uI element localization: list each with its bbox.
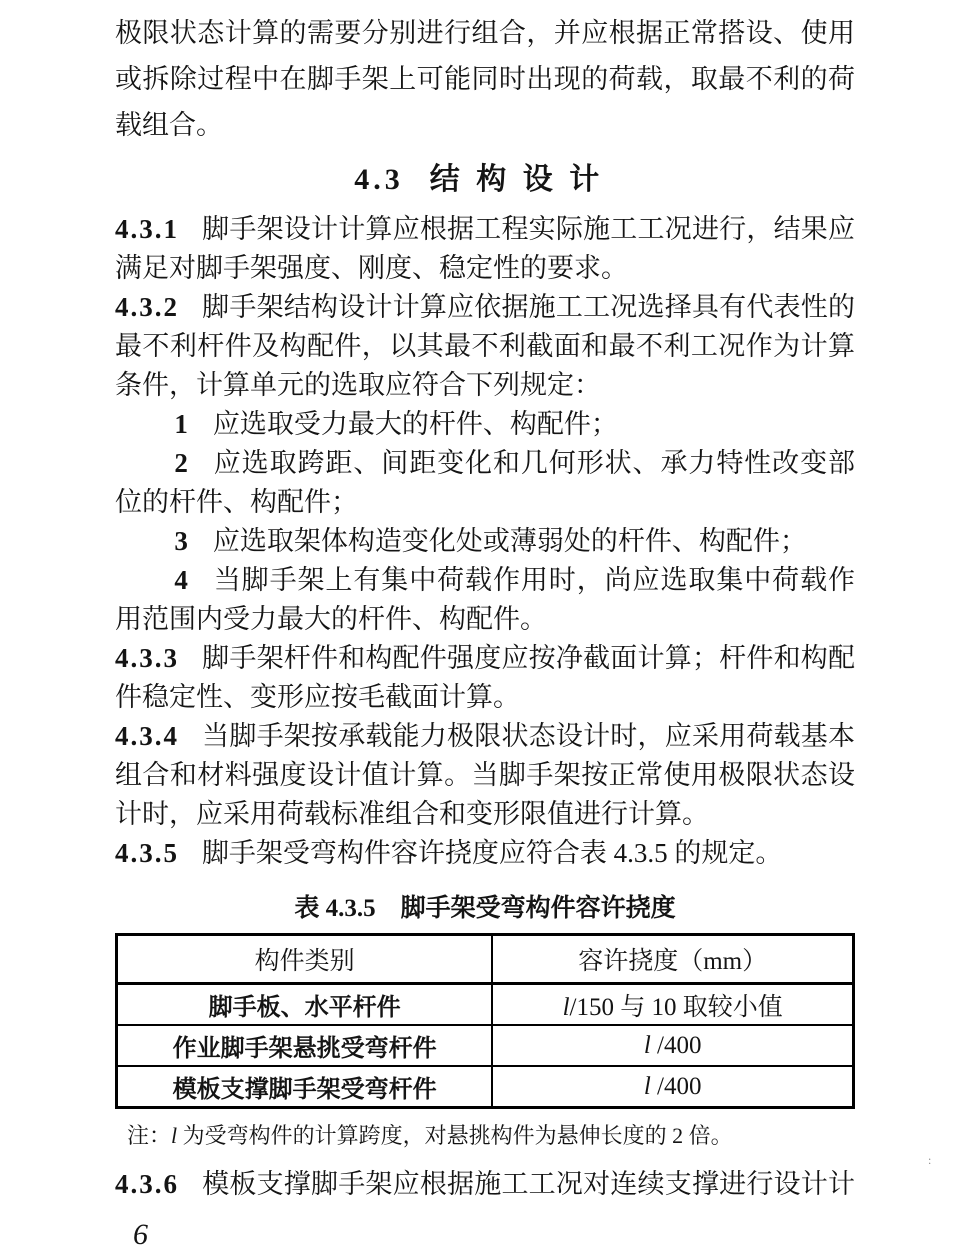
clause-4-3-3	[115, 639, 855, 717]
clause-text: 模板支撑脚手架应根据施工工况对连续支撑进行设计计	[201, 1169, 855, 1199]
table-row	[117, 1025, 854, 1066]
clause-4-3-2-item-2	[115, 444, 855, 522]
item-text: 应选取架体构造变化处或薄弱处的杆件、构配件；	[212, 526, 807, 556]
table-header-row	[117, 935, 854, 984]
length-symbol: l	[562, 993, 570, 1021]
clause-text: 脚手架受弯构件容许挠度应符合表 4.3.5 的规定。	[201, 838, 783, 868]
clause-number: 4.3.6	[115, 1169, 179, 1199]
length-symbol: l	[643, 1072, 651, 1100]
item-number: 1	[174, 409, 190, 439]
clause-4-3-2-item-1	[115, 405, 855, 444]
cell-deflection-text: /150 与 10 取较小值	[569, 993, 783, 1021]
cell-deflection	[492, 1025, 853, 1066]
note-prefix: 注：	[127, 1123, 172, 1148]
intro-paragraph: 极限状态计算的需要分别进行组合，并应根据正常搭设、使用或拆除过程中在脚手架上可能同时出现的荷载，取最不利的荷载组合。	[115, 18, 855, 140]
clause-number: 4.3.5	[115, 838, 179, 868]
item-number: 2	[174, 448, 190, 478]
scan-artifact: :	[928, 1153, 932, 1167]
cell-deflection	[492, 1066, 853, 1108]
clause-4-3-2-item-4	[115, 561, 855, 639]
clause-number: 4.3.3	[115, 643, 179, 673]
cell-category: 模板支撑脚手架受弯杆件	[117, 1066, 493, 1108]
clause-4-3-2-item-3	[115, 522, 855, 561]
clause-text: 脚手架结构设计计算应依据施工工况选择具有代表性的最不利杆件及构配件，以其最不利截面和最不利工况作为计算条件，计算单元的选取应符合下列规定：	[115, 292, 855, 400]
table-title: 表 4.3.5 脚手架受弯构件容许挠度	[294, 895, 676, 922]
item-text: 应选取受力最大的杆件、构配件；	[212, 409, 618, 439]
clause-number: 4.3.4	[115, 721, 179, 751]
clause-4-3-4	[115, 717, 855, 834]
section-heading-title: 结构设计	[429, 163, 616, 196]
table-row	[117, 1066, 854, 1108]
section-heading-number: 4.3	[354, 163, 404, 196]
length-symbol: l	[643, 1031, 651, 1059]
clause-4-3-2	[115, 288, 855, 405]
item-number: 4	[174, 565, 190, 595]
clause-number: 4.3.2	[115, 292, 179, 322]
clause-4-3-1	[115, 210, 855, 288]
column-header-deflection: 容许挠度（mm）	[492, 935, 853, 984]
clause-4-3-6	[115, 1165, 855, 1204]
table-note	[127, 1121, 855, 1151]
item-text: 当脚手架上有集中荷载作用时，尚应选取集中荷载作用范围内受力最大的杆件、构配件。	[115, 565, 855, 634]
cell-category: 作业脚手架悬挑受弯杆件	[117, 1025, 493, 1066]
clause-text: 当脚手架按承载能力极限状态设计时，应采用荷载基本组合和材料强度设计值计算。当脚手架按正常使用极限状态设计时，应采用荷载标准组合和变形限值进行计算。	[115, 721, 855, 829]
cell-category: 脚手板、水平杆件	[117, 984, 493, 1026]
length-symbol: l	[171, 1123, 178, 1148]
note-text: 为受弯构件的计算跨度，对悬挑构件为悬伸长度的 2 倍。	[177, 1123, 733, 1148]
column-header-category: 构件类别	[117, 935, 493, 984]
clause-4-3-5	[115, 834, 855, 873]
cell-deflection	[492, 984, 853, 1026]
deflection-table	[115, 933, 855, 1109]
section-heading	[115, 160, 855, 200]
cell-deflection-text: /400	[650, 1072, 702, 1100]
item-text: 应选取跨距、间距变化和几何形状、承力特性改变部位的杆件、构配件；	[115, 448, 855, 517]
clause-text: 脚手架杆件和构配件强度应按净截面计算；杆件和构配件稳定性、变形应按毛截面计算。	[115, 643, 855, 712]
cell-deflection-text: /400	[650, 1031, 702, 1059]
table-row	[117, 984, 854, 1026]
page-number: 6	[133, 1218, 148, 1251]
clause-text: 脚手架设计计算应根据工程实际施工工况进行，结果应满足对脚手架强度、刚度、稳定性的要求。	[115, 214, 855, 283]
clause-number: 4.3.1	[115, 214, 179, 244]
item-number: 3	[174, 526, 190, 556]
